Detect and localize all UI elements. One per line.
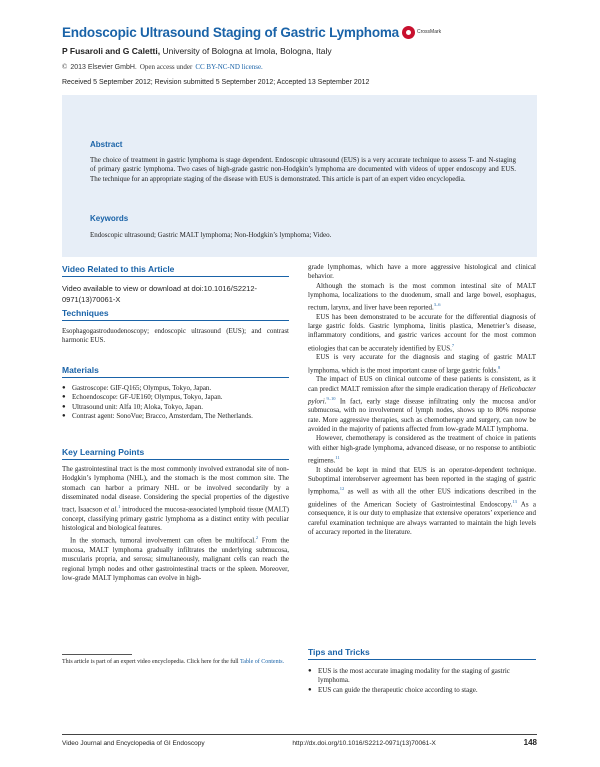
abstract-text: The choice of treatment in gastric lymphoma is stage dependent. Endoscopic ultrasound (EUS) is a very accurate technique to assess T- and N-staging of primary gastric lymphoma. Two cases of high-grade gastric non-Hodgkin’s lymphoma are documented with videos of upper endoscopy and EUS. The technique for an appropriate staging of the disease with EUS is demonstrated. This article is part of an expert video encyclopedia. — [90, 156, 516, 183]
footer-rule — [62, 734, 537, 735]
techniques-heading: Techniques — [62, 308, 109, 318]
text-run: However, chemotherapy is considered as the treatment of choice in patients with either high-grade lymphoma, advanced disease, or no response to antibiotic regimens. — [308, 434, 536, 465]
text-run: In the stomach, tumoral involvement can often be multifocal. — [70, 536, 256, 545]
page-number: 148 — [523, 738, 537, 747]
citation-link[interactable]: 2 — [255, 535, 259, 541]
key-points-paragraph-2 — [62, 533, 289, 583]
key-points-text — [62, 465, 289, 583]
footnote-text: This article is part of an expert video encyclopedia. Click here for the full — [62, 659, 239, 665]
journal-name: Video Journal and Encyclopedia of GI Endoscopy — [62, 740, 205, 747]
key-points-rule — [62, 459, 289, 460]
list-item: ● Contrast agent: SonoVue; Bracco, Amsterdam, The Netherlands. — [62, 412, 284, 421]
text-run: as well as with all the other EUS indications described in the guidelines of the American Society of Gastrointestinal Endoscopy. — [308, 487, 536, 509]
list-item: ● Ultrasound unit: Alfa 10; Aloka, Tokyo, Japan. — [62, 403, 284, 412]
materials-heading: Materials — [62, 365, 99, 375]
text-run: In fact, early stage disease infiltrating only the mucosa and/or submucosa, with no involvement of lymph nodes, shows up to 80% response rate. More aggressive therapies, such as chemotherapy and surgery, can now be avoided in the majority of patients affected from low-grade MALT lymphoma. — [308, 397, 536, 434]
copyright-icon: © — [62, 63, 68, 71]
doi-link[interactable]: http://dx.doi.org/10.1016/S2212-0971(13)70061-X — [292, 740, 436, 747]
crossmark-badge[interactable] — [402, 24, 448, 40]
techniques-rule — [62, 320, 289, 321]
citation-link[interactable]: 8 — [498, 364, 501, 370]
key-points-heading: Key Learning Points — [62, 447, 145, 457]
techniques-paragraph: Esophagogastroduodenoscopy; endoscopic ultrasound (EUS); and contrast harmonic EUS. — [62, 327, 289, 345]
list-item: ● Echoendoscope: GF-UE160; Olympus, Tokyo, Japan. — [62, 393, 284, 402]
paragraph — [308, 466, 536, 538]
text-run: Helicobacter pylori — [308, 384, 536, 406]
citation-link[interactable]: 13 — [512, 498, 517, 504]
crossmark-label: CrossMark — [417, 29, 442, 35]
paragraph — [308, 313, 536, 354]
citation-link[interactable]: 9–10 — [326, 395, 336, 401]
article-title: Endoscopic Ultrasound Staging of Gastric Lymphoma — [62, 25, 399, 40]
text-run: EUS is very accurate for the diagnosis and staging of gastric MALT lymphoma, which is the most important cause of large gastric folds. — [308, 353, 536, 374]
citation-link[interactable]: 3–6 — [433, 302, 441, 308]
citation-link[interactable]: 11 — [335, 454, 340, 460]
text-run: Although the stomach is the most common intestinal site of MALT lymphoma, localizations to the duodenum, small and large bowel, esophagus, rectum, larynx, and liver have been reported. — [308, 281, 536, 312]
keywords-heading: Keywords — [90, 214, 129, 223]
citation-link[interactable]: 12 — [339, 486, 345, 492]
text-run: It should be kept in mind that EUS is an operator-dependent technique. Suboptimal interobserver agreement has been reported in the staging of gastric lymphoma, — [308, 465, 536, 496]
techniques-text — [62, 327, 289, 346]
text-run: The impact of EUS on clinical outcome of these patients is consistent, as it can predict MALT remission after the simple eradication therapy of — [308, 375, 536, 393]
table-of-contents-link[interactable]: Table of Contents. — [240, 659, 285, 665]
tips-heading: Tips and Tricks — [308, 647, 370, 657]
text-run: EUS has been demonstrated to be accurate for the differential diagnosis of large gastric folds. Gastric lymphoma, linitis plastica, Menetrier’s disease, inflammatory conditions, and gastric varices account for the most common etiologies that can be accurately identified by EUS. — [308, 312, 536, 353]
video-heading: Video Related to this Article — [62, 264, 175, 274]
text-run: et al. — [103, 505, 119, 514]
text-run: As a consequence, it is our duty to emphasize that extensive operators’ experience and careful examination technique are always warranted to maintain the high levels of accuracy reported in the literature. — [308, 500, 537, 537]
materials-list — [62, 384, 284, 422]
copyright-line — [62, 63, 502, 71]
footnote-rule — [62, 654, 132, 655]
authors: P Fusaroli and G Caletti, — [62, 46, 161, 56]
paragraph — [308, 282, 536, 313]
citation-link[interactable]: 7 — [451, 342, 455, 348]
right-column-text — [308, 263, 536, 537]
video-rule — [62, 276, 289, 277]
abstract-heading: Abstract — [90, 140, 123, 149]
citation-link[interactable]: 1 — [118, 504, 121, 510]
text-run: From the mucosa, MALT lymphoma gradually infiltrates the underlying submucosa, muscularis propria, and serosa; simultaneously, malignant cells can reach the regional lymph nodes and other gastrointestinal tracts or the spleen. Moreover, low-grade MALT lymphomas can evolve in high- — [62, 536, 289, 582]
author-line — [62, 46, 502, 56]
list-item: ● EUS can guide the therapeutic choice according to stage. — [308, 686, 532, 695]
affiliation: University of Bologna at Imola, Bologna, Italy — [160, 46, 332, 56]
text-run: introduced the mucosa-associated lymphoid tissue (MALT) concept, classifying primary gastric lymphoma as a distinct entity with peculiar histological and biological features. — [62, 505, 289, 533]
copyright-text: 2013 Elsevier GmbH. — [70, 63, 137, 71]
paragraph: The impact of EUS on clinical outcome of these patients is consistent, as it can predict MALT remission after the simple eradication therapy of Helicobacter pylori.$^{9-10}$ In fact, early stage disease infiltrating only the mucosa and/or submucosa, with no involvement of lymph nodes, shows up to 80% response rate. More aggressive therapies, such as chemotherapy and surgery, can now be avoided in the majority of patients affected from low-grade MALT lymphoma. — [308, 375, 536, 434]
open-access-text: Open access under — [139, 63, 193, 71]
paragraph — [308, 434, 536, 465]
page-footer — [62, 738, 537, 747]
key-points-paragraph-1 — [62, 465, 289, 533]
tips-rule — [308, 659, 536, 660]
crossmark-icon — [402, 26, 415, 39]
received-dates: Received 5 September 2012; Revision submitted 5 September 2012; Accepted 13 September 2012 — [62, 79, 370, 86]
list-item: ● Gastroscope: GIF-Q165; Olympus, Tokyo, Japan. — [62, 384, 284, 393]
tips-list — [308, 667, 532, 695]
cc-license-link[interactable]: CC BY-NC-ND license. — [195, 63, 263, 71]
video-link-text[interactable]: Video available to view or download at doi:10.1016/S2212-0971(13)70061-X — [62, 284, 257, 304]
keywords-text: Endoscopic ultrasound; Gastric MALT lymphoma; Non-Hodgkin’s lymphoma; Video. — [90, 231, 332, 239]
text-run: The gastrointestinal tract is the most commonly involved extranodal site of non-Hodgkin’s lymphoma (NHL), and the stomach is the most common site. The stomach can harbor a primary NHL or be involved secondarily by a disseminated nodal disease. Considering the special properties of the digestive tract, Isaacson — [62, 465, 289, 514]
footnote — [62, 658, 292, 666]
materials-rule — [62, 377, 289, 378]
list-item: ● EUS is the most accurate imaging modality for the staging of gastric lymphoma. — [308, 667, 532, 686]
paragraph — [308, 353, 536, 375]
paragraph: grade lymphomas, which have a more aggressive histological and clinical behavior. — [308, 263, 536, 281]
